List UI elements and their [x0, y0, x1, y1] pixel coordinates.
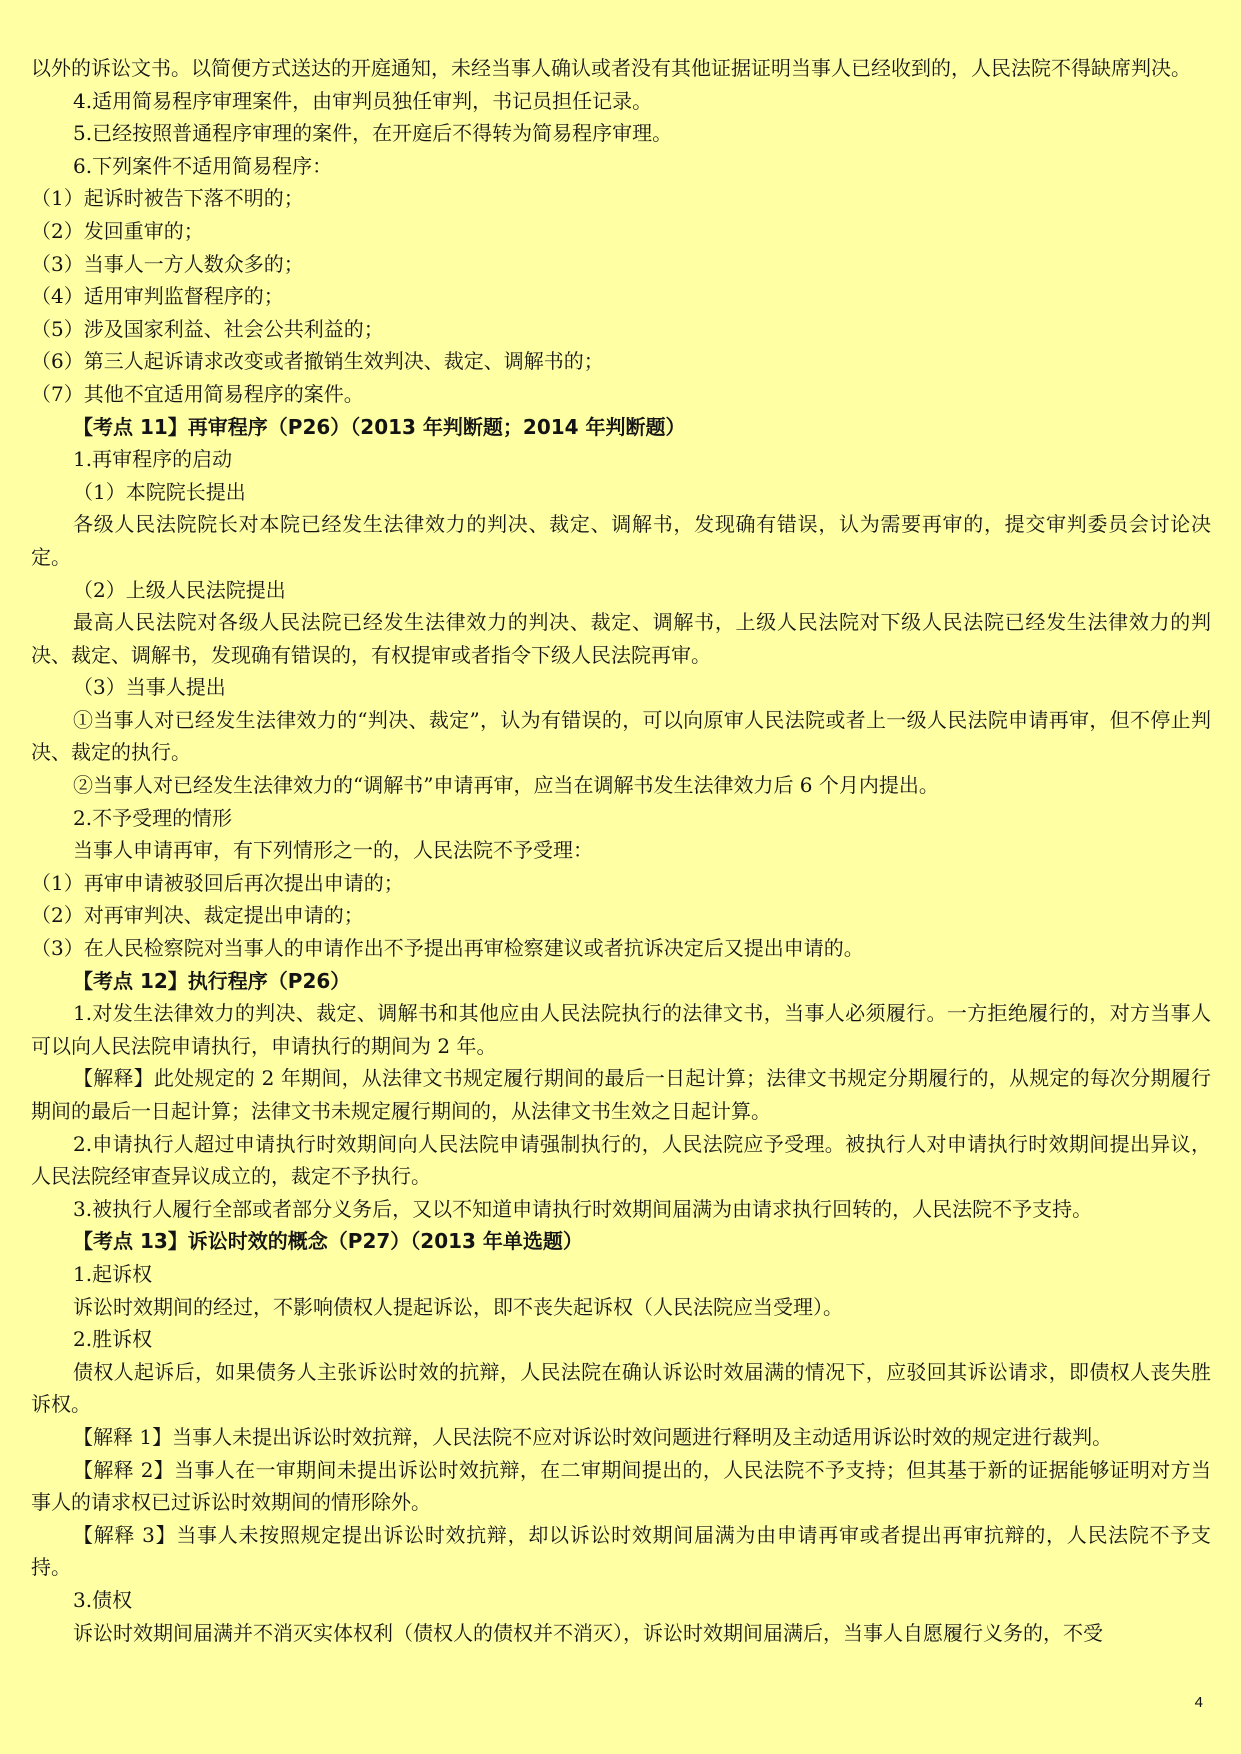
- paragraph: 4.适用简易程序审理案件，由审判员独任审判，书记员担任记录。: [73, 88, 653, 113]
- paragraph: （2）发回重审的；: [31, 218, 204, 243]
- paragraph: （2）对再审判决、裁定提出申请的；: [31, 903, 364, 928]
- paragraph: （5）涉及国家利益、社会公共利益的；: [31, 316, 384, 341]
- paragraph: 当事人申请再审，有下列情形之一的，人民法院不予受理：: [73, 838, 593, 863]
- paragraph: 最高人民法院对各级人民法院已经发生法律效力的判决、裁定、调解书，上级人民法院对下级人民法院已经发生法律效力的判决、裁定、调解书，发现确有错误的，有权提审或者指令下级人民法院再审。: [31, 610, 1211, 667]
- paragraph: （7）其他不宜适用简易程序的案件。: [31, 381, 364, 406]
- paragraph: （2）上级人民法院提出: [73, 577, 286, 602]
- paragraph: 债权人起诉后，如果债务人主张诉讼时效的抗辩，人民法院在确认诉讼时效届满的情况下，应驳回其诉讼请求，即债权人丧失胜诉权。: [31, 1359, 1211, 1417]
- section-heading: 【考点 13】诉讼时效的概念（P27）（2013 年单选题）: [73, 1229, 583, 1254]
- page-number: 4: [1194, 1694, 1203, 1711]
- paragraph: ①当事人对已经发生法律效力的“判决、裁定”，认为有错误的，可以向原审人民法院或者上一级人民法院申请再审，但不停止判决、裁定的执行。: [31, 707, 1211, 765]
- section-heading: 【考点 12】执行程序（P26）: [73, 968, 351, 993]
- paragraph: （1）再审申请被驳回后再次提出申请的；: [31, 870, 404, 895]
- paragraph: 【解释 3】当事人未按照规定提出诉讼时效抗辩，却以诉讼时效期间届满为由申请再审或者提出再审抗辩的，人民法院不予支持。: [31, 1522, 1211, 1580]
- paragraph: 3.被执行人履行全部或者部分义务后，又以不知道申请执行时效期间届满为由请求执行回转的，人民法院不予支持。: [73, 1196, 1093, 1221]
- paragraph: （1）起诉时被告下落不明的；: [31, 186, 304, 211]
- paragraph: 1.对发生法律效力的判决、裁定、调解书和其他应由人民法院执行的法律文书，当事人必须履行。一方拒绝履行的，对方当事人可以向人民法院申请执行，申请执行的期间为 2 年。: [31, 1001, 1211, 1058]
- paragraph: 6.下列案件不适用简易程序：: [73, 153, 333, 178]
- document-body: [31, 52, 1211, 1649]
- paragraph: 3.债权: [73, 1587, 133, 1612]
- paragraph: 诉讼时效期间的经过，不影响债权人提起诉讼，即不丧失起诉权（人民法院应当受理）。: [73, 1294, 843, 1319]
- paragraph: 2.申请执行人超过申请执行时效期间向人民法院申请强制执行的，人民法院应予受理。被执行人对申请执行时效期间提出异议，人民法院经审查异议成立的，裁定不予执行。: [31, 1131, 1211, 1189]
- paragraph: 1.起诉权: [73, 1261, 153, 1286]
- paragraph: 【解释 1】当事人未提出诉讼时效抗辩，人民法院不应对诉讼时效问题进行释明及主动适用诉讼时效的规定进行裁判。: [73, 1424, 1113, 1449]
- paragraph: 【解释】此处规定的 2 年期间，从法律文书规定履行期间的最后一日起计算；法律文书规定分期履行的，从规定的每次分期履行期间的最后一日起计算；法律文书未规定履行期间的，从法律文书生效之日起计算。: [31, 1066, 1211, 1123]
- paragraph: （4）适用审判监督程序的；: [31, 284, 284, 309]
- paragraph: （3）在人民检察院对当事人的申请作出不予提出再审检察建议或者抗诉决定后又提出申请的。: [31, 936, 864, 961]
- section-heading: 【考点 11】再审程序（P26）（2013 年判断题；2014 年判断题）: [73, 414, 686, 439]
- paragraph: （3）当事人提出: [73, 675, 226, 700]
- paragraph: （1）本院院长提出: [73, 479, 246, 504]
- paragraph: 5.已经按照普通程序审理的案件，在开庭后不得转为简易程序审理。: [73, 121, 673, 146]
- paragraph: 2.不予受理的情形: [73, 805, 233, 830]
- paragraph: 2.胜诉权: [73, 1327, 153, 1352]
- paragraph: 诉讼时效期间届满并不消灭实体权利（债权人的债权并不消灭），诉讼时效期间届满后，当事人自愿履行义务的，不受: [73, 1620, 1103, 1645]
- paragraph: （6）第三人起诉请求改变或者撤销生效判决、裁定、调解书的；: [31, 349, 604, 374]
- paragraph: 以外的诉讼文书。以简便方式送达的开庭通知，未经当事人确认或者没有其他证据证明当事人已经收到的，人民法院不得缺席判决。: [31, 56, 1191, 80]
- paragraph: 1.再审程序的启动: [73, 447, 233, 472]
- paragraph: 各级人民法院院长对本院已经发生法律效力的判决、裁定、调解书，发现确有错误，认为需要再审的，提交审判委员会讨论决定。: [31, 512, 1211, 569]
- paragraph: 【解释 2】当事人在一审期间未提出诉讼时效抗辩，在二审期间提出的，人民法院不予支持；但其基于新的证据能够证明对方当事人的请求权已过诉讼时效期间的情形除外。: [31, 1457, 1211, 1515]
- paragraph: ②当事人对已经发生法律效力的“调解书”申请再审，应当在调解书发生法律效力后 6 个月内提出。: [73, 773, 939, 798]
- paragraph: （3）当事人一方人数众多的；: [31, 251, 304, 276]
